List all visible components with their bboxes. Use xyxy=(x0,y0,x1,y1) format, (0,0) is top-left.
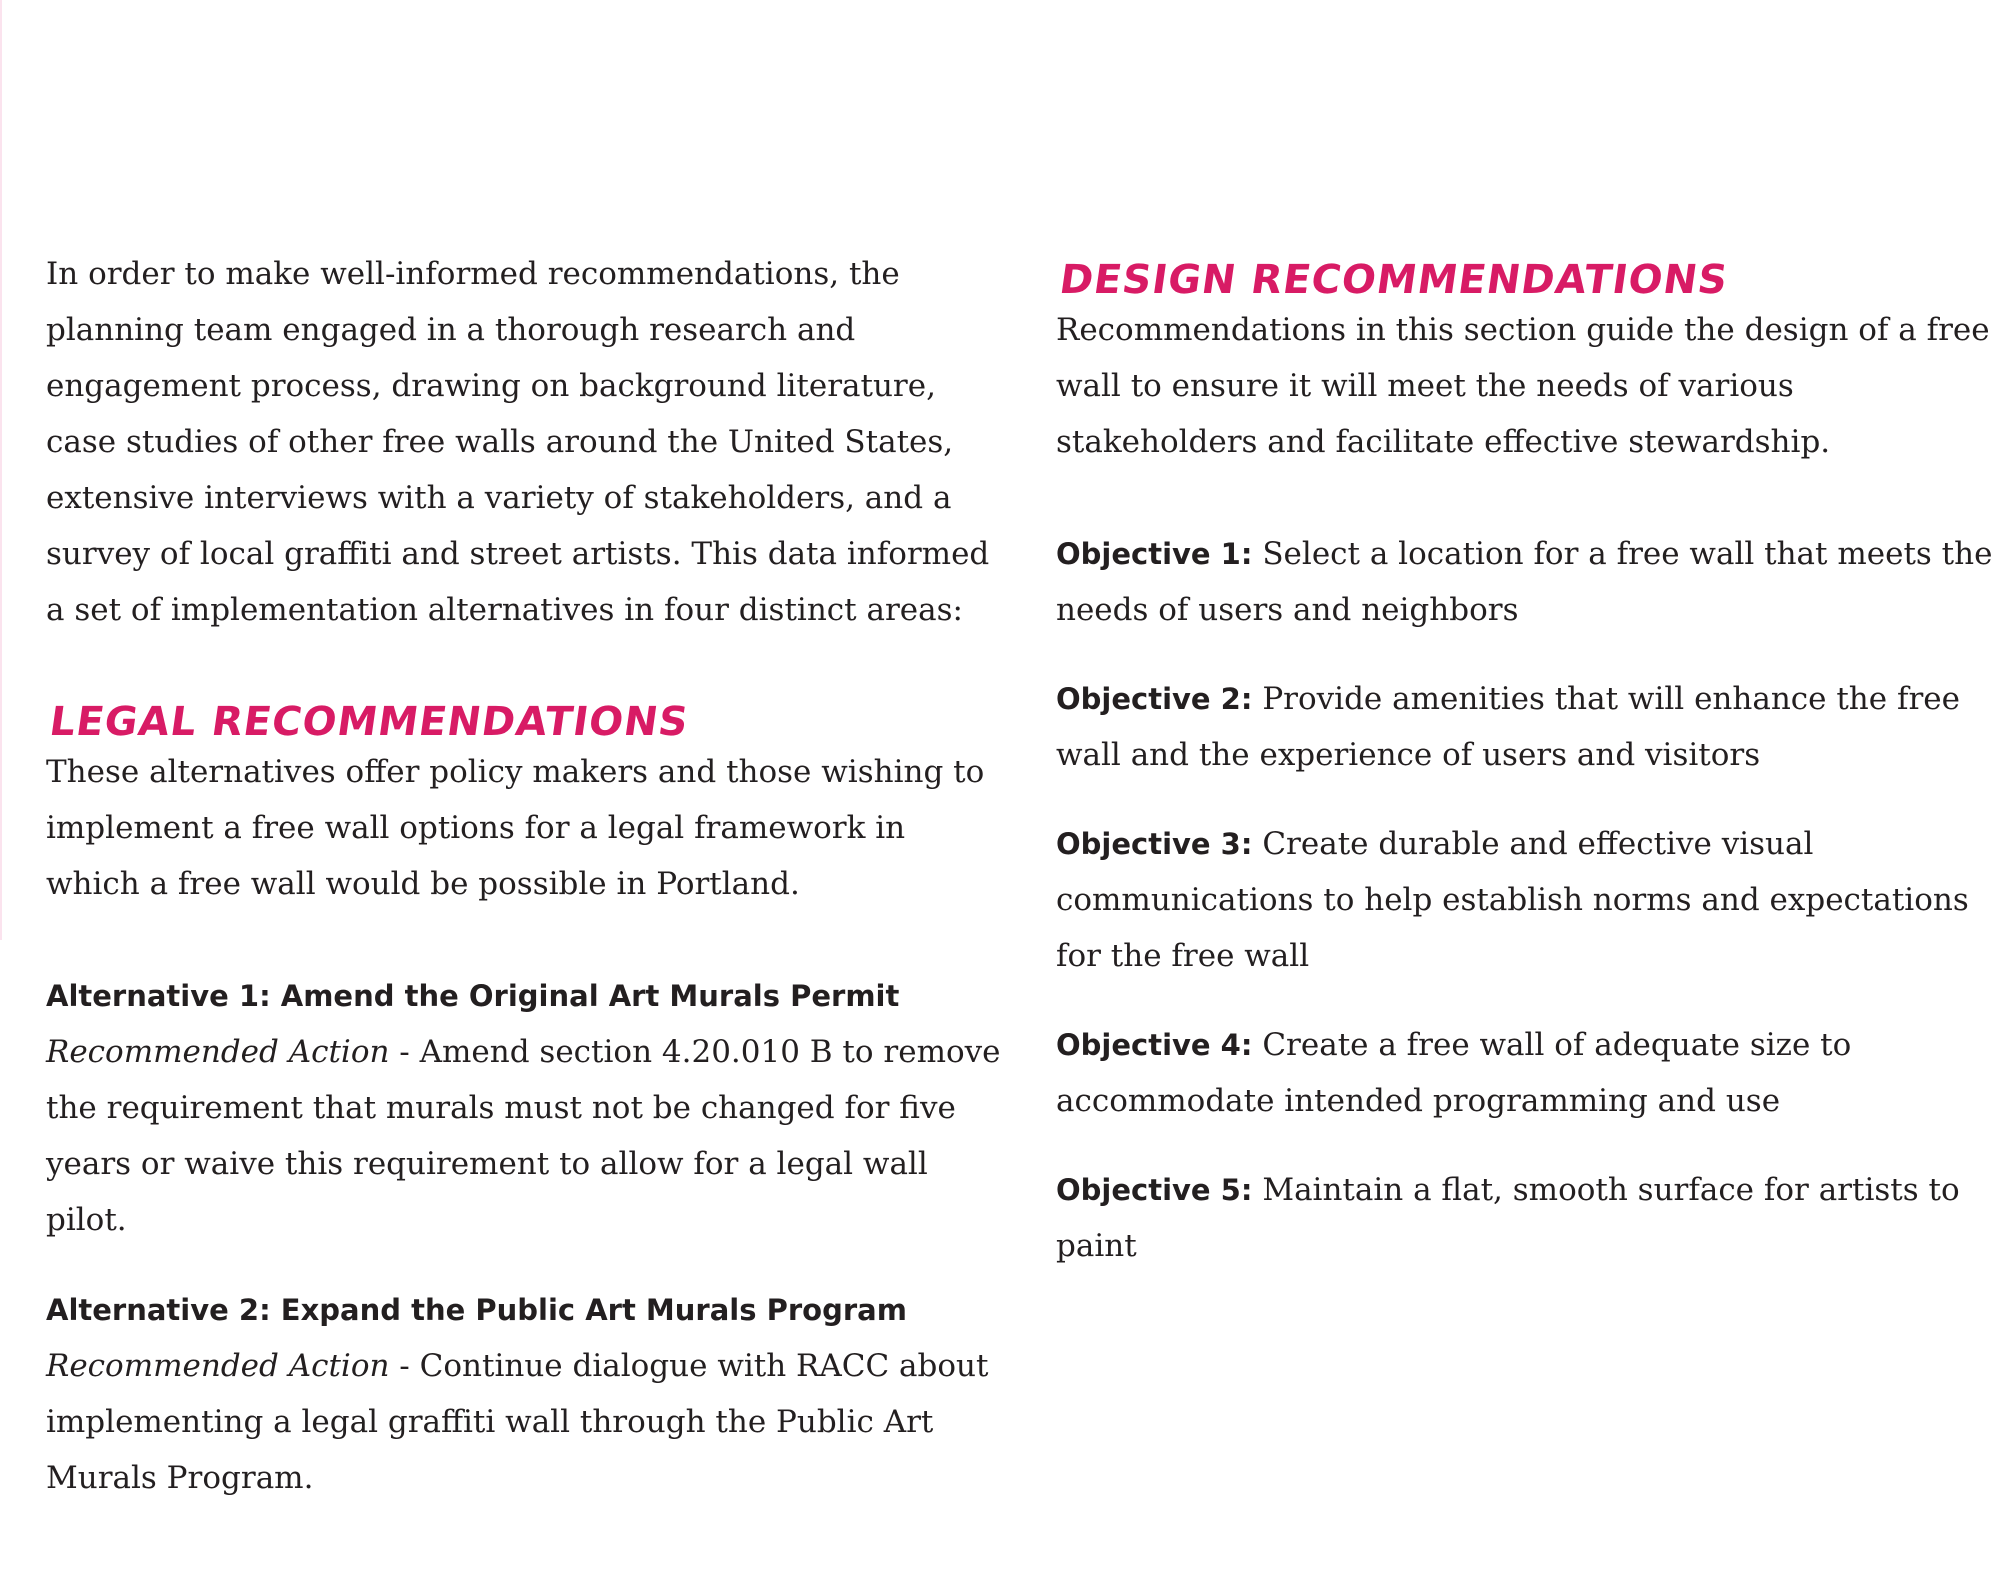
objective-5 xyxy=(1056,1162,2001,1274)
alternative-2-action xyxy=(46,1338,1006,1506)
objective-text: Provide amenities that will enhance the free wall and the experience of users and visitors xyxy=(1056,681,1960,773)
objective-label: Objective 3: xyxy=(1056,827,1253,861)
legal-heading: LEGAL RECOMMENDATIONS xyxy=(46,699,692,745)
right-column xyxy=(1056,0,2001,1274)
objective-label: Objective 2: xyxy=(1056,682,1253,716)
page-edge-accent xyxy=(0,0,2,940)
design-description: Recommendations in this section guide the design of a free wall to ensure it will meet the needs of various stakeholders and facilitate effective stewardship. xyxy=(1056,312,1990,460)
objective-label: Objective 5: xyxy=(1056,1173,1253,1207)
objective-3 xyxy=(1056,816,2001,984)
objective-text: Maintain a flat, smooth surface for artists to paint xyxy=(1056,1172,1960,1264)
recommended-action-text: - Amend section 4.20.010 B to remove the requirement that murals must not be changed for five years or waive this requirement to allow for a legal wall pilot. xyxy=(46,1034,1001,1238)
objective-4 xyxy=(1056,1017,2001,1129)
objective-text: Create a free wall of adequate size to accommodate intended programming and use xyxy=(1056,1027,1852,1119)
objective-2 xyxy=(1056,671,2001,783)
alternative-1-title: Alternative 1: Amend the Original Art Murals Permit xyxy=(46,979,900,1013)
alternative-1-action xyxy=(46,1024,1006,1248)
recommended-action-label: Recommended Action xyxy=(46,1348,390,1384)
alternative-2-title: Alternative 2: Expand the Public Art Murals Program xyxy=(46,1293,907,1327)
objective-text: Create durable and effective visual communications to help establish norms and expectations for the free wall xyxy=(1056,826,1969,974)
objective-1 xyxy=(1056,526,2001,638)
alternative-2 xyxy=(46,1282,1006,1506)
alternative-1 xyxy=(46,968,1006,1248)
objective-label: Objective 4: xyxy=(1056,1028,1253,1062)
objective-label: Objective 1: xyxy=(1056,537,1253,571)
left-column xyxy=(46,0,1006,1506)
objective-text: Select a location for a free wall that meets the needs of users and neighbors xyxy=(1056,536,1993,628)
intro-paragraph: In order to make well-informed recommendations, the planning team engaged in a thorough research and engagement process, drawing on background literature, case studies of other free walls around the United States, extensive interviews with a variety of stakeholders, and a survey of local graffiti and street artists. This data informed a set of implementation alternatives in four distinct areas: xyxy=(46,256,990,628)
legal-description: These alternatives offer policy makers and those wishing to implement a free wall options for a legal framework in which a free wall would be possible in Portland. xyxy=(46,754,985,902)
design-heading: DESIGN RECOMMENDATIONS xyxy=(1056,257,1732,303)
recommended-action-text: - Continue dialogue with RACC about implementing a legal graffiti wall through the Public Art Murals Program. xyxy=(46,1348,989,1496)
recommended-action-label: Recommended Action xyxy=(46,1034,390,1070)
